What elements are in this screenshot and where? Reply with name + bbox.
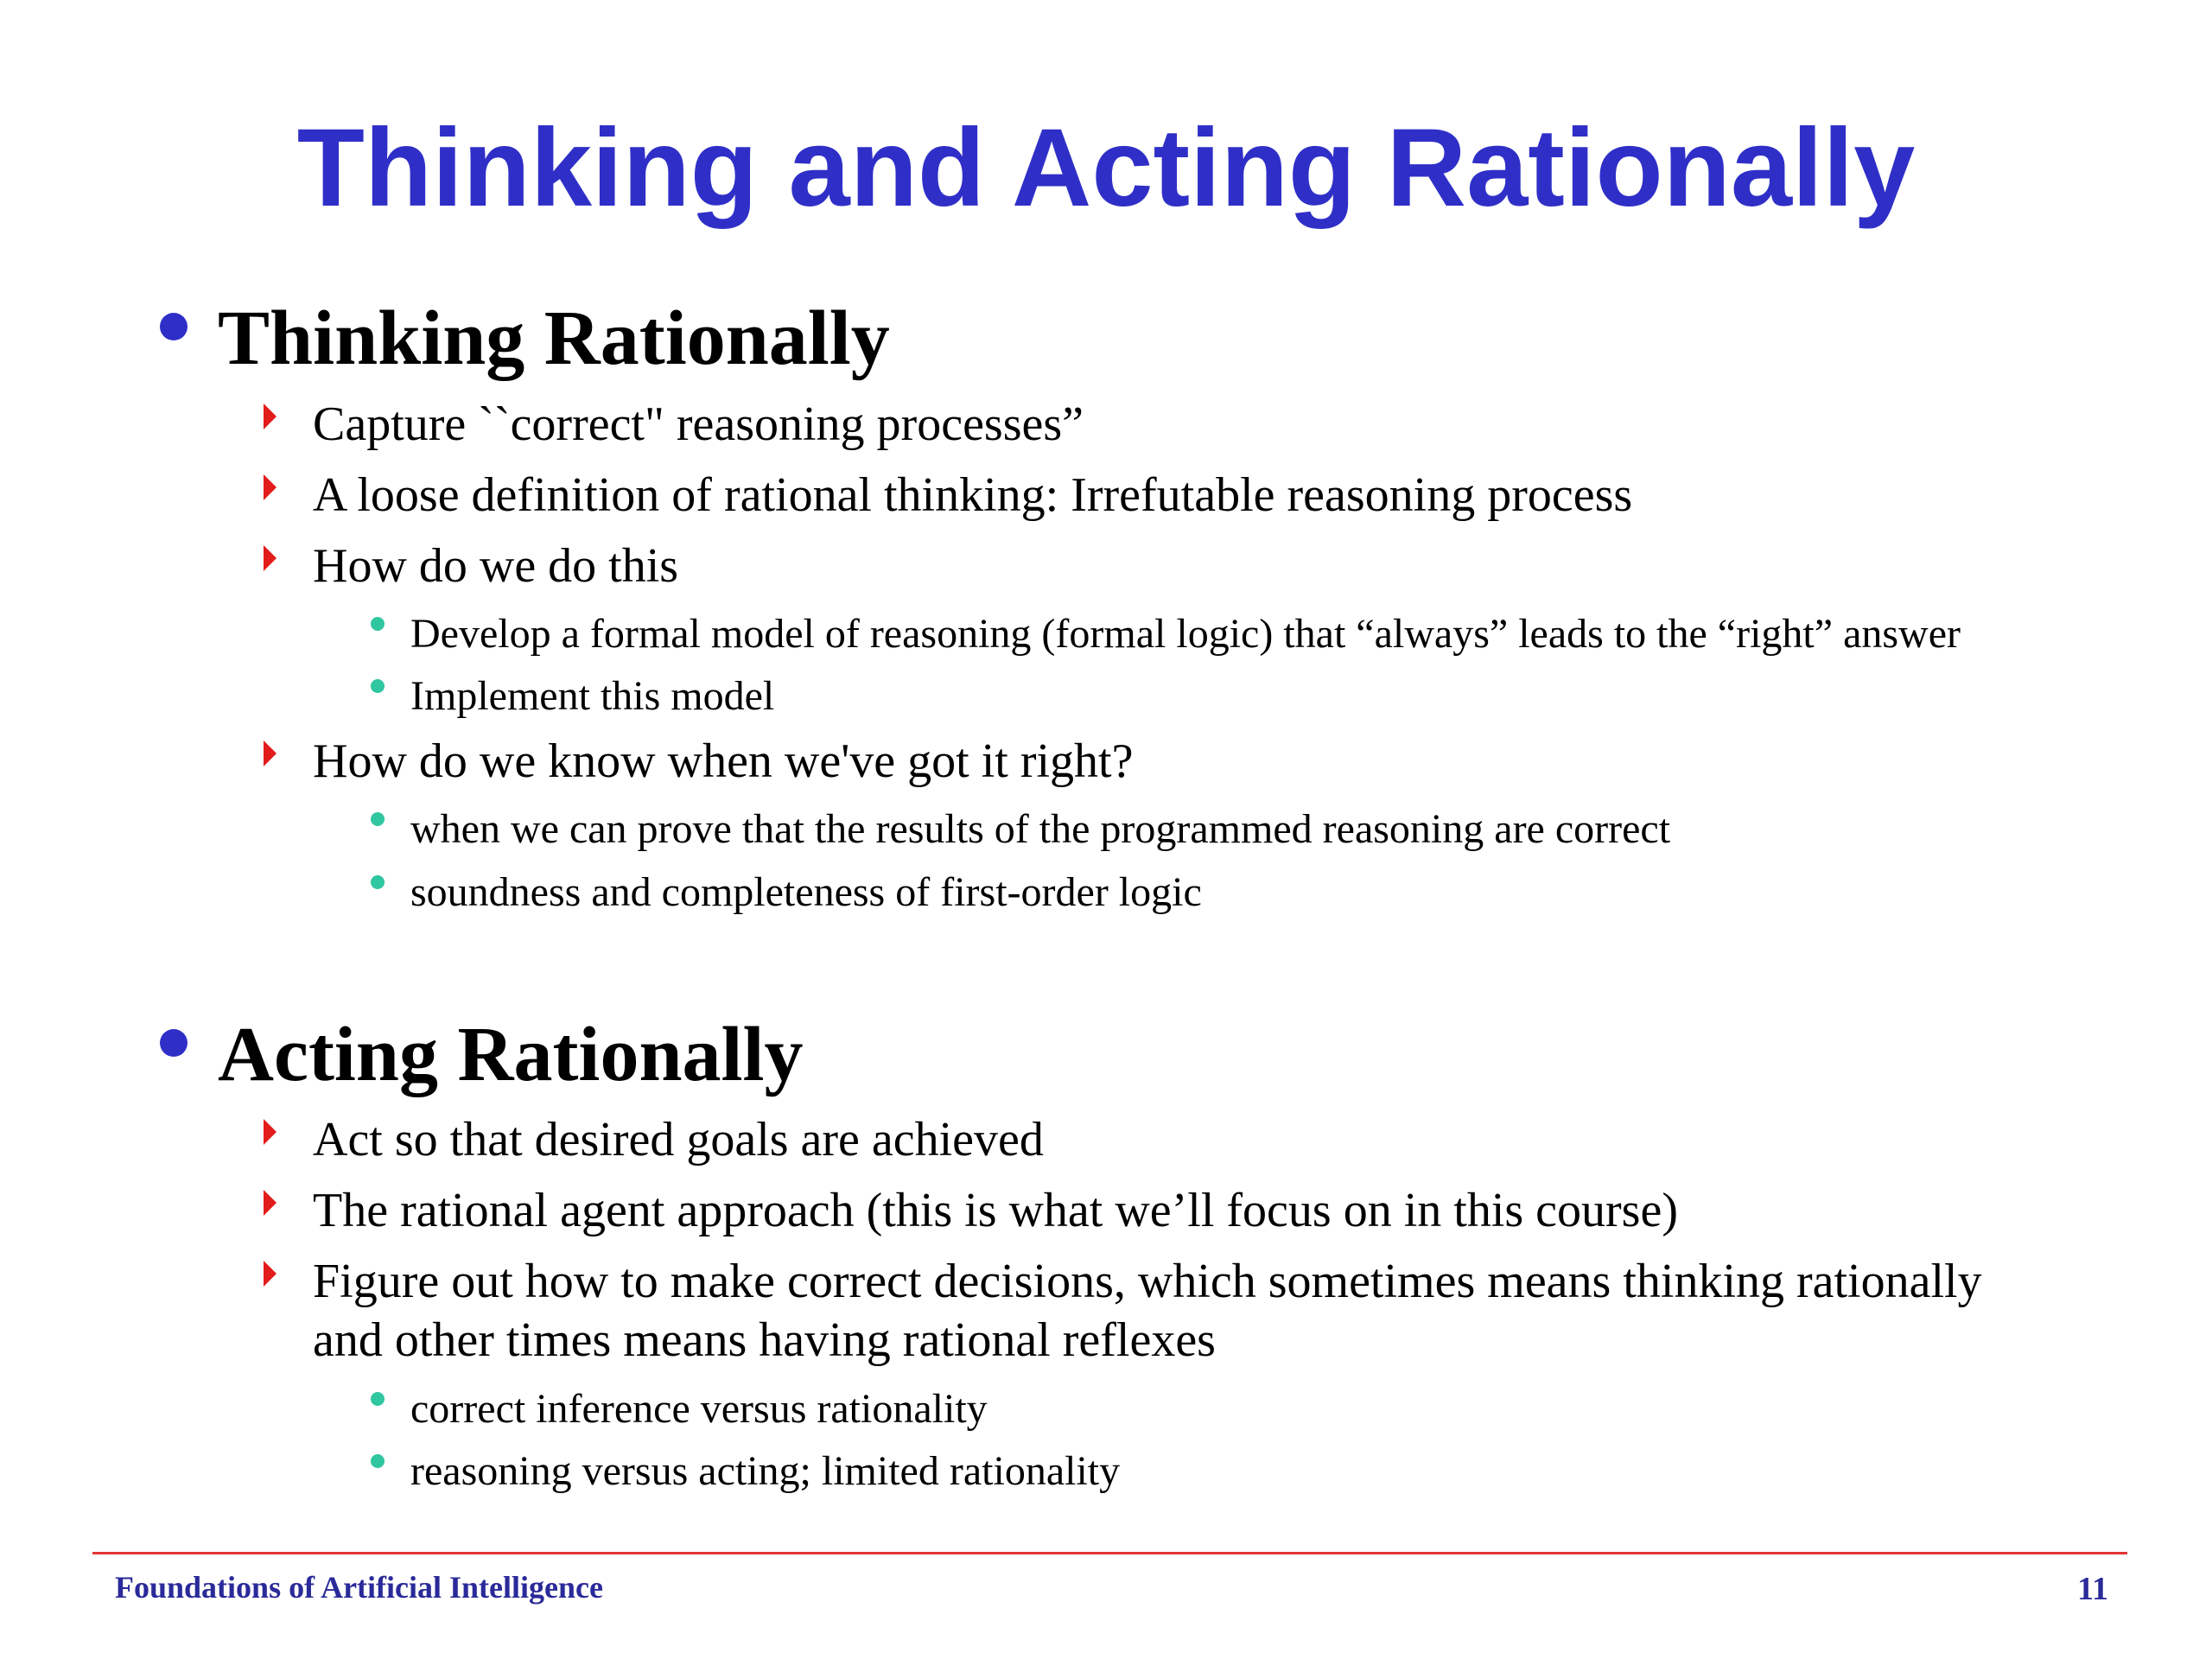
- sub-bullet-item: when we can prove that the results of the programmed reasoning are correct: [410, 806, 1671, 852]
- bullet-item: The rational agent approach (this is what we’ll focus on in this course): [313, 1184, 1678, 1237]
- slide-title: Thinking and Acting Rationally: [296, 106, 1916, 230]
- bullet-item-line1: Figure out how to make correct decisions, which sometimes means thinking rationally: [313, 1255, 1982, 1308]
- arrow-bullet-icon: [264, 741, 276, 766]
- bullet-item: How do we do this: [313, 539, 679, 593]
- section-heading-acting: Acting Rationally: [218, 1012, 804, 1097]
- sub-bullet-item: soundness and completeness of first-order logic: [410, 869, 1202, 915]
- section-bullet-icon: [160, 313, 188, 340]
- footer-divider: [92, 1552, 2127, 1554]
- bullet-item: Act so that desired goals are achieved: [313, 1113, 1044, 1166]
- sub-bullet-icon: [371, 812, 385, 826]
- arrow-bullet-icon: [264, 474, 276, 500]
- bullet-item-line2: and other times means having rational reflexes: [313, 1313, 1216, 1367]
- arrow-bullet-icon: [264, 1190, 276, 1216]
- section-heading-thinking: Thinking Rationally: [218, 296, 890, 381]
- sub-bullet-item: Develop a formal model of reasoning (formal logic) that “always” leads to the “right” answer: [410, 611, 1961, 657]
- bullet-item: A loose definition of rational thinking: Irrefutable reasoning process: [313, 468, 1633, 522]
- sub-bullet-item: reasoning versus acting; limited rationality: [410, 1448, 1121, 1494]
- arrow-bullet-icon: [264, 1119, 276, 1145]
- bullet-item: How do we know when we've got it right?: [313, 734, 1134, 788]
- sub-bullet-icon: [371, 617, 385, 631]
- arrow-bullet-icon: [264, 545, 276, 571]
- sub-bullet-icon: [371, 875, 385, 889]
- footer-course-title: Foundations of Artificial Intelligence: [115, 1570, 603, 1605]
- arrow-bullet-icon: [264, 404, 276, 429]
- arrow-bullet-icon: [264, 1261, 276, 1287]
- page-number: 11: [2077, 1571, 2108, 1607]
- sub-bullet-icon: [371, 1392, 385, 1406]
- sub-bullet-item: correct inference versus rationality: [410, 1386, 988, 1432]
- section-bullet-icon: [160, 1029, 188, 1057]
- sub-bullet-item: Implement this model: [410, 673, 775, 719]
- sub-bullet-icon: [371, 679, 385, 693]
- bullet-item: Capture ``correct" reasoning processes”: [313, 397, 1084, 451]
- sub-bullet-icon: [371, 1454, 385, 1468]
